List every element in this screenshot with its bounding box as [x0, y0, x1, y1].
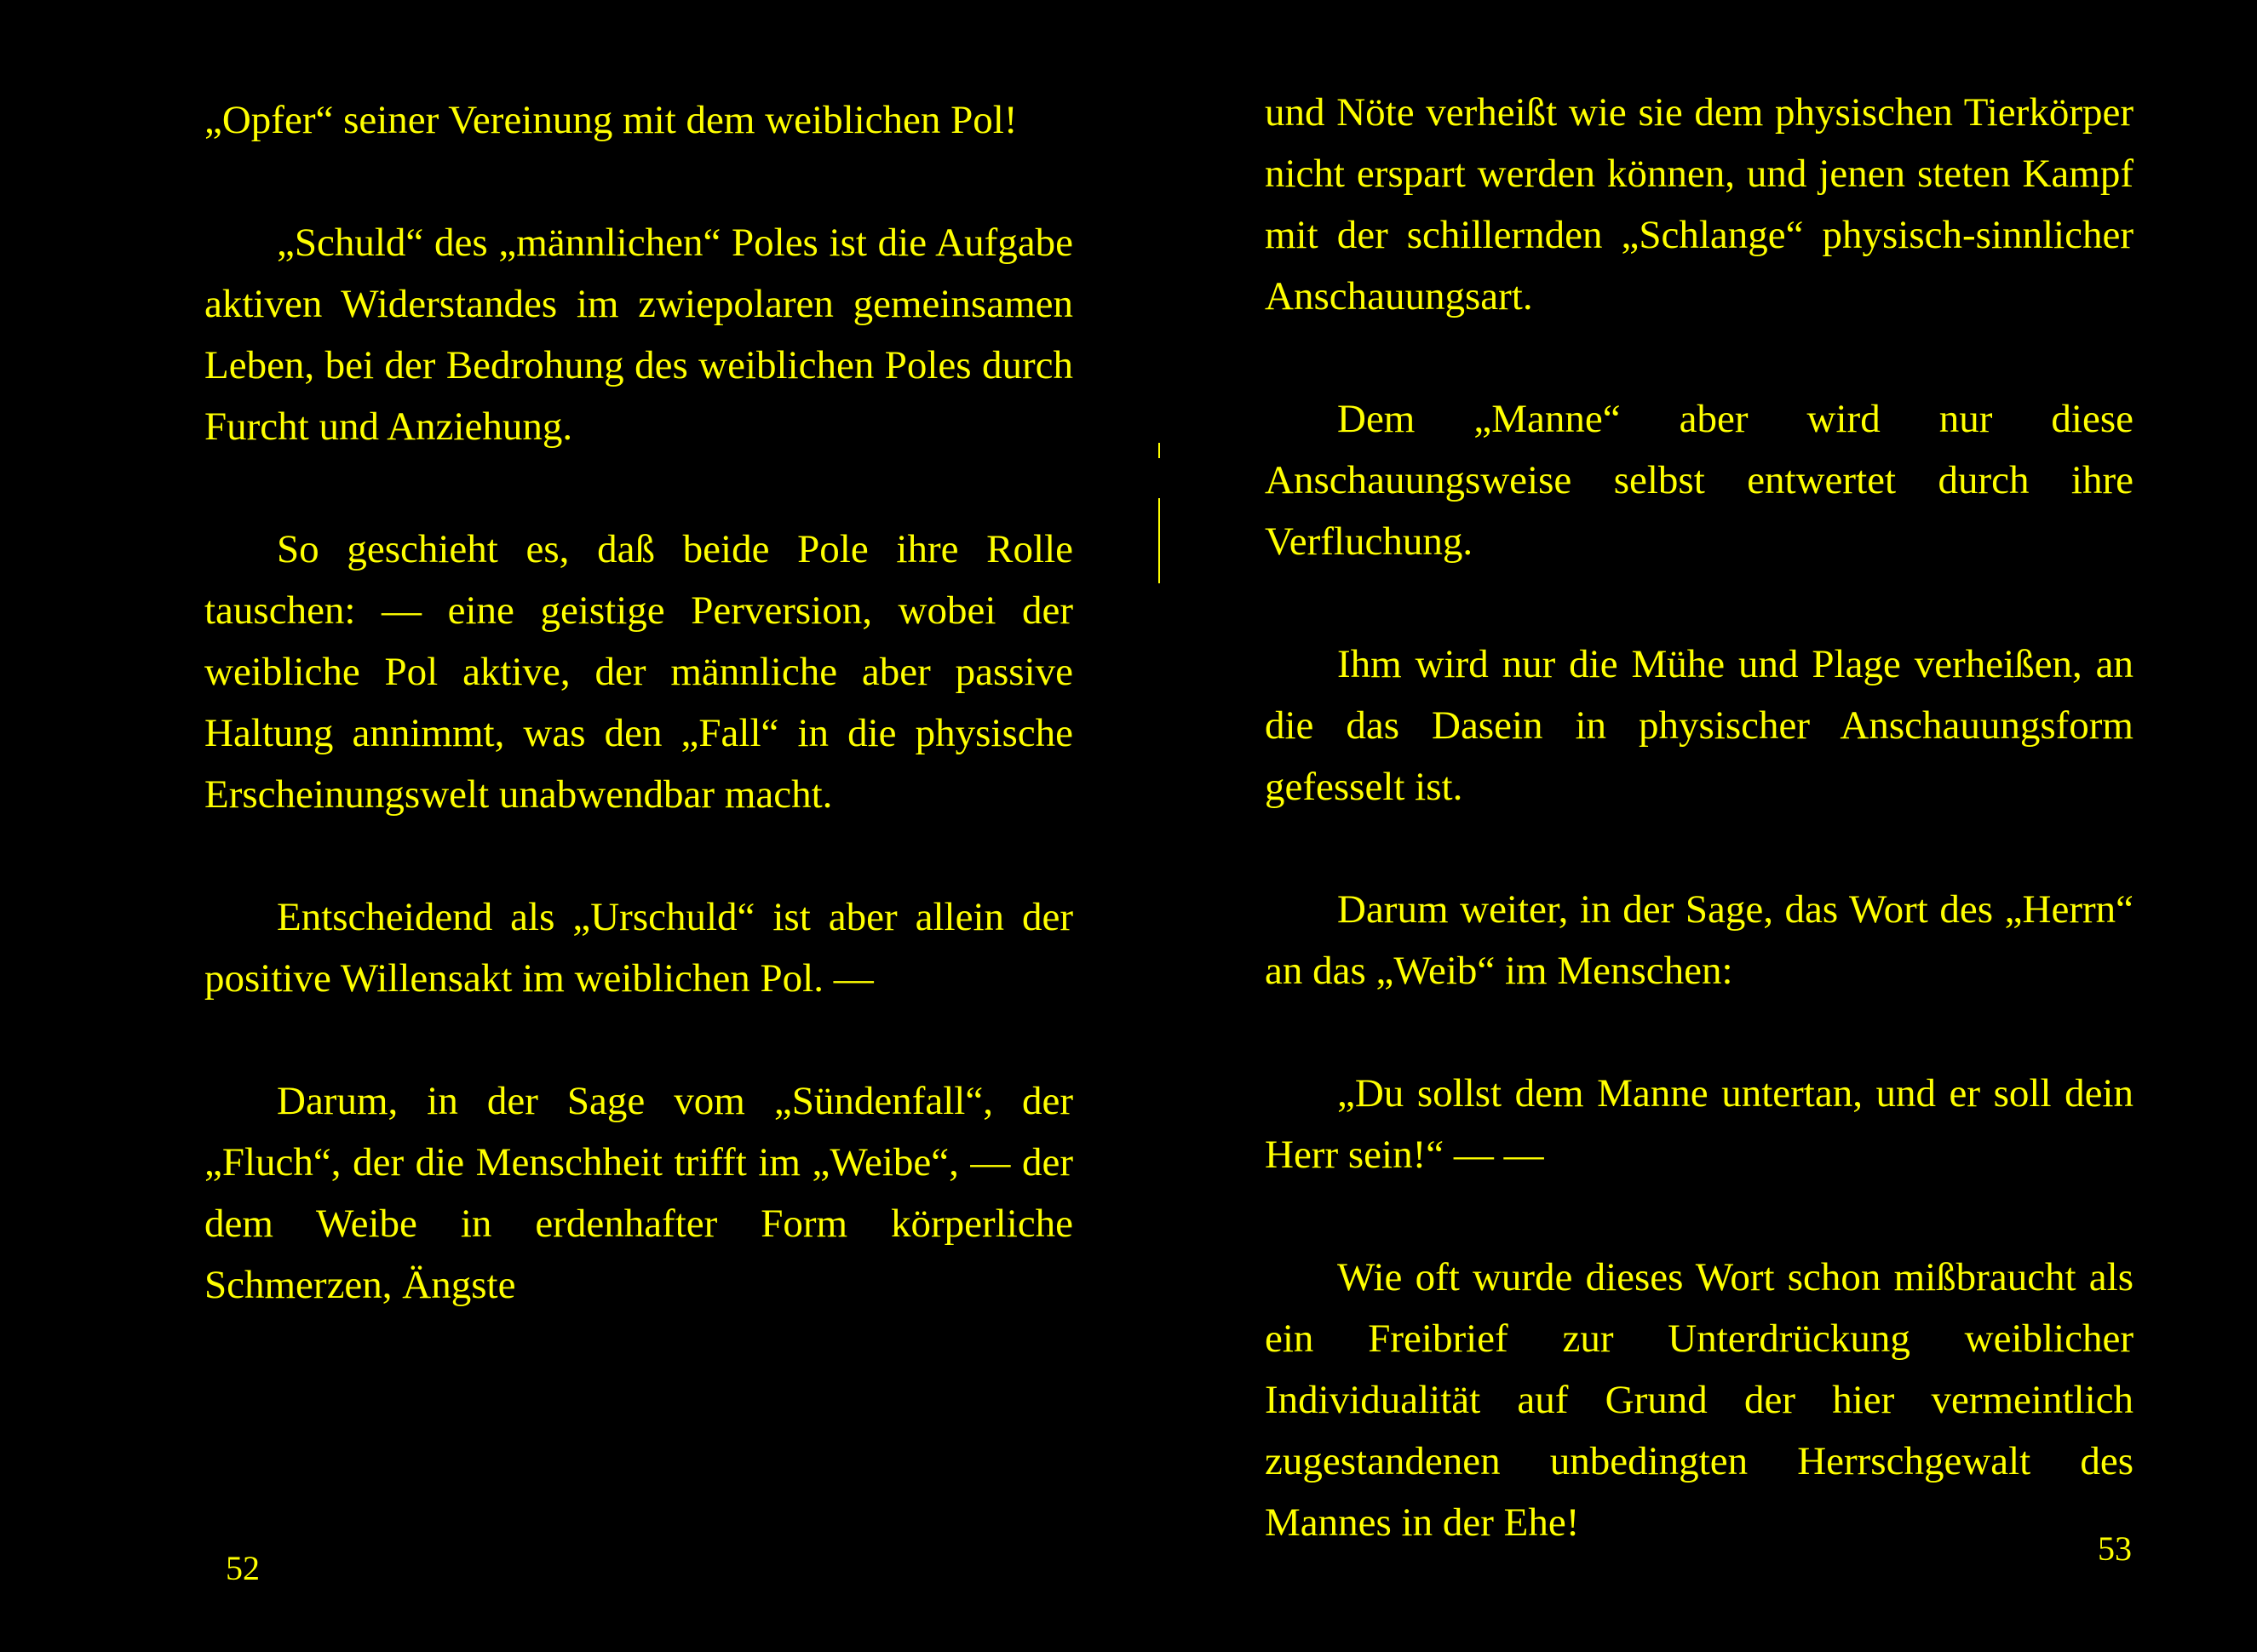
paragraph: Darum, in der Sage vom „Sündenfall“, der „Fluch“, der die Menschheit trifft im „Weibe“, — der dem Weibe in erdenhafter Form körperliche Schmerzen, Ängste	[204, 1079, 1073, 1307]
paragraph: „Opfer“ seiner Vereinung mit dem weiblichen Pol!	[204, 98, 1018, 142]
right-page	[1128, 0, 2257, 1652]
left-page-text-column	[204, 89, 1073, 1377]
paragraph: „Du sollst dem Manne untertan, und er soll dein Herr sein!“ — —	[1265, 1071, 2134, 1177]
paragraph: Ihm wird nur die Mühe und Plage verheißen, an die das Dasein in physischer Anschauungsform gefesselt ist.	[1265, 642, 2134, 809]
paragraph: Dem „Manne“ aber wird nur diese Anschauungsweise selbst entwertet durch ihre Verfluchung.	[1265, 397, 2134, 564]
paragraph: Entscheidend als „Urschuld“ ist aber allein der positive Willensakt im weiblichen Pol. —	[204, 895, 1073, 1001]
page-number: 52	[226, 1549, 260, 1587]
paragraph: und Nöte verheißt wie sie dem physischen Tierkörper nicht erspart werden können, und jenen steten Kampf mit der schillernden „Schlange“ physisch-sinnlicher Anschauungsart.	[1265, 90, 2134, 318]
right-page-text-column	[1265, 82, 2134, 1615]
paragraph: So geschieht es, daß beide Pole ihre Rolle tauschen: — eine geistige Perversion, wobei der weibliche Pol aktive, der männliche aber passive Haltung annimmt, was den „Fall“ in die physische Erscheinungswelt unabwendbar macht.	[204, 527, 1073, 817]
paragraph: Wie oft wurde dieses Wort schon mißbraucht als ein Freibrief zur Unterdrückung weiblicher Individualität auf Grund der hier vermeintlich zugestandenen unbedingten Herrschgewalt des Mannes in der Ehe!	[1265, 1255, 2134, 1545]
paragraph: Darum weiter, in der Sage, das Wort des „Herrn“ an das „Weib“ im Menschen:	[1265, 887, 2134, 993]
paragraph: „Schuld“ des „männlichen“ Poles ist die Aufgabe aktiven Widerstandes im zwiepolaren gemeinsamen Leben, bei der Bedrohung des weiblichen Poles durch Furcht und Anziehung.	[204, 221, 1073, 449]
page-number: 53	[2098, 1529, 2132, 1568]
left-page	[0, 0, 1128, 1652]
